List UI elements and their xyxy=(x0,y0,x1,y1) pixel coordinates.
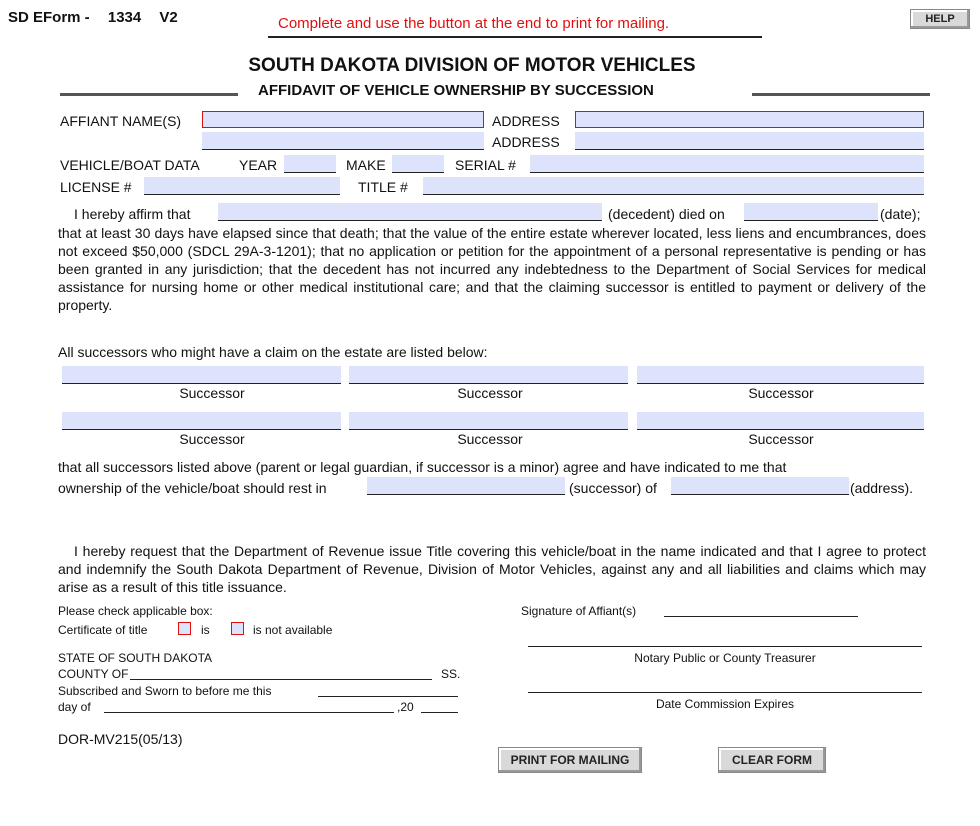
is-not-label: is not available xyxy=(253,623,333,637)
help-button[interactable]: HELP xyxy=(910,9,970,29)
state-label: STATE OF SOUTH DAKOTA xyxy=(58,651,213,665)
county-label: COUNTY OF xyxy=(58,667,129,681)
successor-4-input[interactable] xyxy=(62,412,341,430)
successor-2-label: Successor xyxy=(457,385,523,401)
county-line xyxy=(130,679,432,680)
request-text: I hereby request that the Department of Revenue issue Title covering this vehicle/boat in the name indicated and that I agree to protect and indemnify the South Dakota Department of Revenue, Division of Motor Vehicles, against any and all liabilities and claims which may arise as a result of this title issuance. xyxy=(58,543,926,595)
year-input[interactable] xyxy=(284,155,336,173)
date-label: (date); xyxy=(880,206,921,222)
title-no-label: TITLE # xyxy=(358,179,408,195)
successor-6-input[interactable] xyxy=(637,412,924,430)
affirm-lead: I hereby affirm that xyxy=(74,206,191,222)
notice-underline xyxy=(268,36,762,38)
form-title: AFFIDAVIT OF VEHICLE OWNERSHIP BY SUCCESSION xyxy=(258,82,654,99)
death-date-input[interactable] xyxy=(744,203,878,221)
commission-line xyxy=(528,692,922,693)
day-of-line xyxy=(104,712,394,713)
successor-5-input[interactable] xyxy=(349,412,628,430)
year-prefix-label: ,20 xyxy=(397,700,414,714)
title-rule-left xyxy=(60,93,238,96)
address-2-input[interactable] xyxy=(575,132,924,150)
ss-label: SS. xyxy=(441,667,461,681)
affiant-name-input[interactable] xyxy=(202,111,484,128)
decedent-input[interactable] xyxy=(218,203,602,221)
affirm-body: that at least 30 days have elapsed since that death; that the value of the entire estate wherever located, less liens and encumbrances, does not exceed $50,000 (SDCL 29A-3-1201); that no application or petition for the appointment of a personal representative is pending or has been granted in any jurisdiction; that the decedent has not incurred any indebtedness to the Department of Social Services for medical assistance for nursing home or other medical institutional care; and that the claiming successor is entitled to payment or delivery of the property. xyxy=(58,225,926,313)
license-label: LICENSE # xyxy=(60,179,132,195)
license-input[interactable] xyxy=(144,177,340,195)
successor-3-input[interactable] xyxy=(637,366,924,384)
agree-line-2b: (successor) of xyxy=(569,480,657,496)
commission-label: Date Commission Expires xyxy=(655,697,795,711)
successor-5-label: Successor xyxy=(457,431,523,447)
make-label: MAKE xyxy=(346,157,386,173)
vehicle-data-label: VEHICLE/BOAT DATA xyxy=(60,157,200,173)
clear-form-button[interactable]: CLEAR FORM xyxy=(718,747,826,773)
is-label: is xyxy=(201,623,210,637)
year-line xyxy=(421,712,458,713)
print-for-mailing-button[interactable]: PRINT FOR MAILING xyxy=(498,747,642,773)
is-not-checkbox[interactable] xyxy=(231,622,244,635)
decedent-label: (decedent) died on xyxy=(608,206,725,222)
address-input[interactable] xyxy=(575,111,924,128)
print-notice: Complete and use the button at the end to print for mailing. xyxy=(278,15,670,32)
address-label: ADDRESS xyxy=(492,113,560,129)
year-label: YEAR xyxy=(239,157,278,173)
checkbox-prompt: Please check applicable box: xyxy=(58,604,213,618)
notary-signature-line xyxy=(528,646,922,647)
serial-label: SERIAL # xyxy=(455,157,516,173)
make-input[interactable] xyxy=(392,155,444,173)
successor-4-label: Successor xyxy=(179,431,245,447)
affiant-signature-label: Signature of Affiant(s) xyxy=(521,604,637,618)
successor-3-label: Successor xyxy=(748,385,814,401)
affiant-name-2-input[interactable] xyxy=(202,132,484,150)
successor-1-label: Successor xyxy=(179,385,245,401)
form-id: SD EForm - 1334 V2 xyxy=(8,9,178,26)
title-no-input[interactable] xyxy=(423,177,924,195)
title-rule-right xyxy=(752,93,930,96)
affiant-signature-line xyxy=(664,616,858,617)
notary-label: Notary Public or County Treasurer xyxy=(634,651,816,665)
successor-2-input[interactable] xyxy=(349,366,628,384)
affiant-name-label: AFFIANT NAME(S) xyxy=(60,113,182,129)
serial-input[interactable] xyxy=(530,155,924,173)
agree-line-1: that all successors listed above (parent or legal guardian, if successor is a minor) agree and have indicated to me that xyxy=(58,459,787,475)
form-code: DOR-MV215(05/13) xyxy=(58,731,183,747)
day-of-label: day of xyxy=(58,700,91,714)
agency-title: SOUTH DAKOTA DIVISION OF MOTOR VEHICLES xyxy=(248,55,696,76)
address-2-label: ADDRESS xyxy=(492,134,560,150)
successor-6-label: Successor xyxy=(748,431,814,447)
agree-line-2a: ownership of the vehicle/boat should rest in xyxy=(58,480,327,496)
successors-intro: All successors who might have a claim on the estate are listed below: xyxy=(58,344,488,360)
is-checkbox[interactable] xyxy=(178,622,191,635)
certificate-label: Certificate of title xyxy=(58,623,148,637)
successor-1-input[interactable] xyxy=(62,366,341,384)
successor-name-input[interactable] xyxy=(367,477,565,495)
successor-address-input[interactable] xyxy=(671,477,849,495)
agree-line-2c: (address). xyxy=(850,480,914,496)
subscribed-label: Subscribed and Sworn to before me this xyxy=(58,684,272,698)
subscribed-line xyxy=(318,696,458,697)
